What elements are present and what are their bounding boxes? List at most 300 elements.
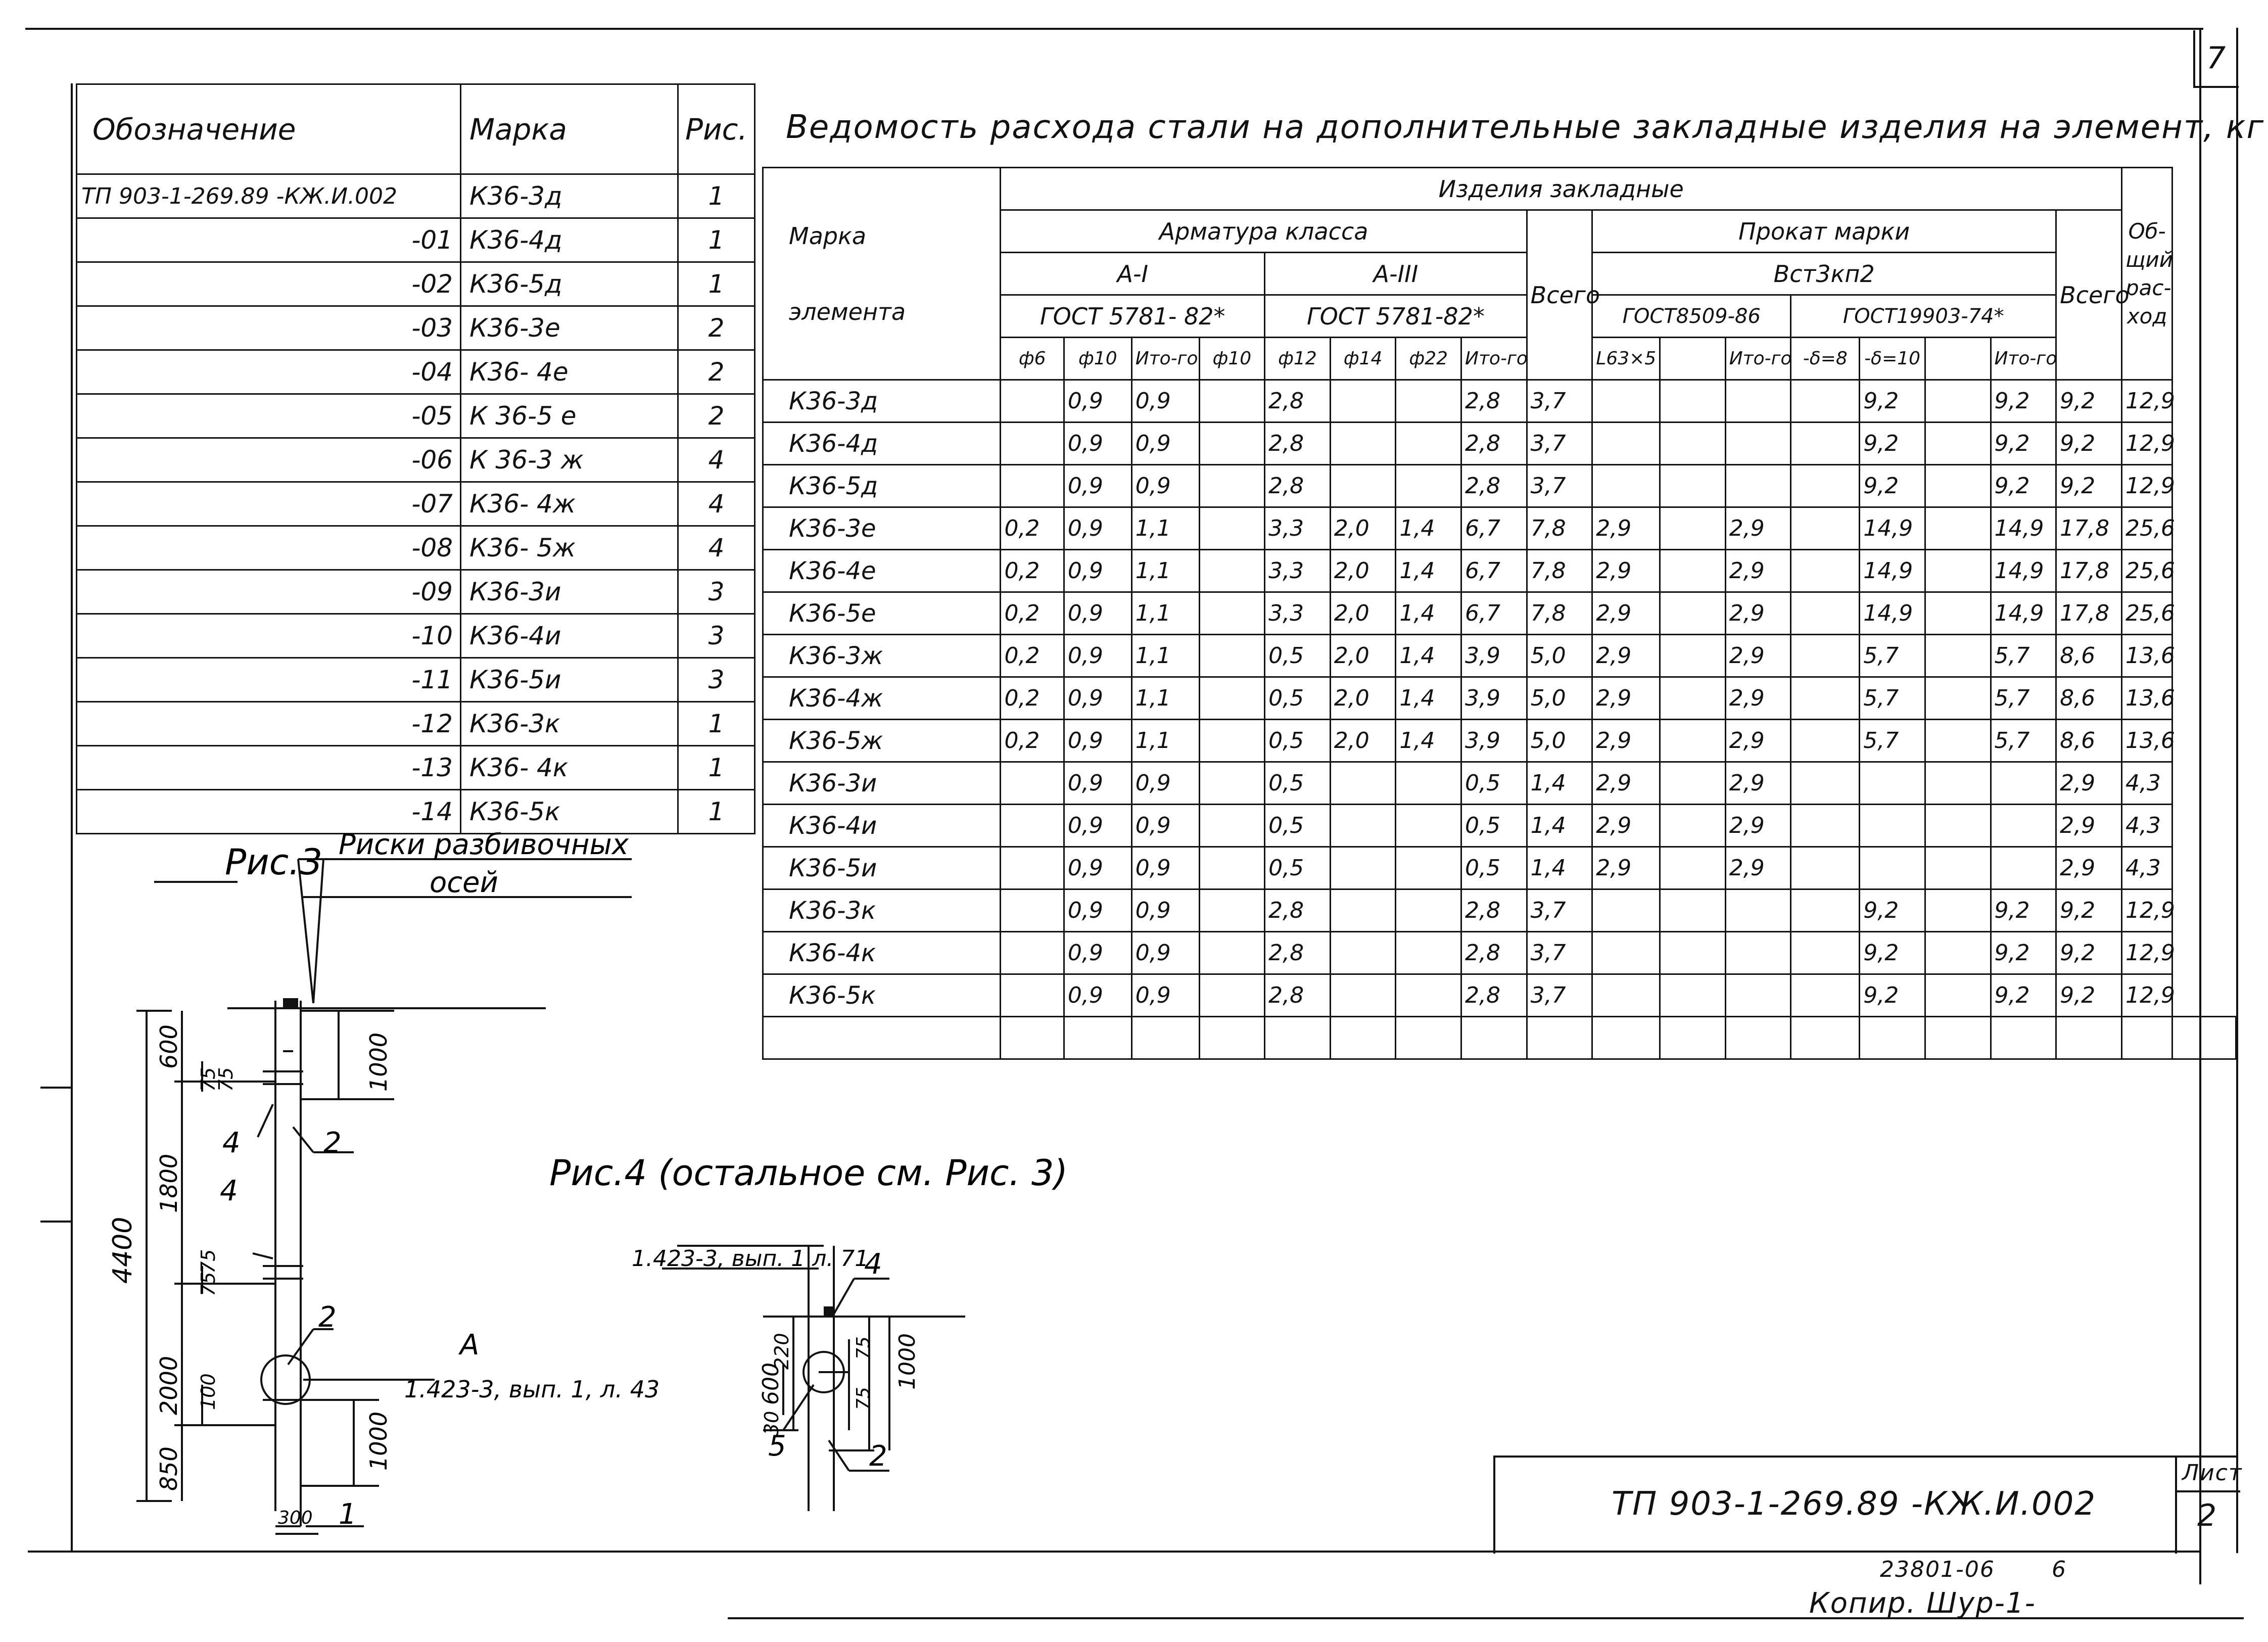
spec-row bbox=[77, 438, 755, 482]
steel-value-cell: 9,2 bbox=[2056, 974, 2122, 1017]
steel-value-cell: 0,9 bbox=[1064, 720, 1131, 762]
steel-element-mark: К36-4к bbox=[763, 932, 1001, 974]
fig3-dim-100: 100 bbox=[197, 1373, 219, 1410]
specification-table bbox=[76, 83, 755, 834]
steel-value-cell: 2,8 bbox=[1265, 380, 1331, 423]
spec-designation: -10 bbox=[77, 614, 461, 658]
steel-value-cell: 0,9 bbox=[1131, 465, 1199, 507]
sub-header-cell: -δ=10 bbox=[1860, 338, 1925, 380]
steel-empty-cell bbox=[1592, 1017, 1660, 1059]
steel-value-cell: 4,3 bbox=[2121, 762, 2172, 805]
steel-value-cell bbox=[1396, 847, 1461, 889]
sub-header-cell: Ито-го bbox=[1461, 338, 1527, 380]
fig3-dim-850: 850 bbox=[155, 1446, 182, 1491]
steel-value-cell bbox=[1925, 847, 1991, 889]
sub-header-cell: ф22 bbox=[1396, 338, 1461, 380]
steel-value-cell bbox=[1001, 847, 1064, 889]
steel-value-cell: 2,0 bbox=[1330, 550, 1396, 592]
spec-mark: К36- 4е bbox=[461, 350, 678, 394]
fig4-dim-30: 30 bbox=[761, 1411, 783, 1435]
steel-value-cell: 0,5 bbox=[1461, 847, 1527, 889]
steel-value-cell: 2,9 bbox=[1725, 677, 1791, 720]
steel-value-cell: 8,6 bbox=[2056, 720, 2122, 762]
spec-mark: К36- 4к bbox=[461, 746, 678, 790]
spec-row bbox=[77, 658, 755, 702]
steel-value-cell: 7,8 bbox=[1527, 550, 1592, 592]
spec-designation: -04 bbox=[77, 350, 461, 394]
steel-row bbox=[763, 805, 2236, 847]
steel-value-cell: 0,2 bbox=[1001, 677, 1064, 720]
sub-header-cell: L63×5 bbox=[1592, 338, 1660, 380]
title-block bbox=[1493, 1456, 2243, 1554]
steel-value-cell: 9,2 bbox=[1991, 380, 2056, 423]
steel-empty-cell bbox=[1330, 1017, 1396, 1059]
steel-value-cell bbox=[1660, 889, 1726, 932]
spec-row bbox=[77, 746, 755, 790]
steel-value-cell bbox=[1791, 805, 1860, 847]
header-pic: Рис. bbox=[678, 84, 755, 174]
steel-value-cell: 1,1 bbox=[1131, 507, 1199, 550]
steel-value-cell: 0,9 bbox=[1064, 592, 1131, 635]
steel-table-title: Ведомость расхода стали на дополнительные закладные изделия на элемент, кг bbox=[786, 109, 2265, 146]
steel-value-cell bbox=[1925, 932, 1991, 974]
steel-row bbox=[763, 677, 2236, 720]
spec-pic: 2 bbox=[678, 394, 755, 438]
steel-value-cell: 0,2 bbox=[1001, 635, 1064, 677]
steel-row bbox=[763, 932, 2236, 974]
steel-value-cell: 2,9 bbox=[1592, 550, 1660, 592]
fig3-dim-1800: 1800 bbox=[155, 1153, 182, 1213]
steel-value-cell bbox=[1396, 380, 1461, 423]
steel-value-cell: 2,8 bbox=[1461, 889, 1527, 932]
steel-row bbox=[763, 762, 2236, 805]
spec-designation: ТП 903-1-269.89 -КЖ.И.002 bbox=[77, 174, 461, 218]
steel-value-cell bbox=[1199, 592, 1265, 635]
steel-value-cell: 3,3 bbox=[1265, 550, 1331, 592]
fig3-note-1: Риски разбивочных bbox=[339, 828, 629, 861]
steel-value-cell: 2,0 bbox=[1330, 592, 1396, 635]
steel-empty-cell bbox=[1527, 1017, 1592, 1059]
steel-value-cell bbox=[1791, 507, 1860, 550]
spec-mark: К36-3д bbox=[461, 174, 678, 218]
steel-value-cell: 6,7 bbox=[1461, 550, 1527, 592]
steel-value-cell: 9,2 bbox=[1860, 889, 1925, 932]
sub-header-cell: Ито-го bbox=[1991, 338, 2056, 380]
steel-value-cell bbox=[1925, 677, 1991, 720]
steel-value-cell bbox=[1199, 465, 1265, 507]
steel-value-cell: 0,9 bbox=[1131, 847, 1199, 889]
steel-value-cell bbox=[1791, 847, 1860, 889]
steel-value-cell: 9,2 bbox=[2056, 380, 2122, 423]
header-element-mark bbox=[763, 168, 1001, 380]
steel-value-cell bbox=[1791, 974, 1860, 1017]
steel-element-mark: К36-3е bbox=[763, 507, 1001, 550]
steel-value-cell bbox=[1725, 889, 1791, 932]
steel-value-cell: 1,1 bbox=[1131, 677, 1199, 720]
steel-row bbox=[763, 974, 2236, 1017]
spec-pic: 1 bbox=[678, 746, 755, 790]
steel-value-cell: 8,6 bbox=[2056, 635, 2122, 677]
steel-value-cell: 9,2 bbox=[1860, 932, 1925, 974]
spec-row bbox=[77, 394, 755, 438]
steel-value-cell: 4,3 bbox=[2121, 805, 2172, 847]
steel-empty-cell bbox=[1265, 1017, 1331, 1059]
header-vst: Вст3кп2 bbox=[1592, 253, 2056, 295]
header-gost-2: ГОСТ 5781-82* bbox=[1265, 295, 1527, 338]
steel-value-cell bbox=[1199, 762, 1265, 805]
steel-value-cell bbox=[1925, 762, 1991, 805]
steel-value-cell bbox=[1396, 932, 1461, 974]
spec-pic: 4 bbox=[678, 482, 755, 526]
steel-element-mark: К36-5ж bbox=[763, 720, 1001, 762]
steel-value-cell: 2,9 bbox=[1725, 507, 1791, 550]
steel-value-cell bbox=[1660, 465, 1726, 507]
spec-designation: -02 bbox=[77, 262, 461, 306]
spec-mark: К36- 4ж bbox=[461, 482, 678, 526]
steel-value-cell: 2,9 bbox=[1725, 805, 1791, 847]
steel-value-cell bbox=[1199, 889, 1265, 932]
steel-value-cell: 2,9 bbox=[1725, 635, 1791, 677]
steel-value-cell: 1,4 bbox=[1396, 592, 1461, 635]
steel-value-cell: 1,1 bbox=[1131, 550, 1199, 592]
steel-value-cell: 14,9 bbox=[1860, 550, 1925, 592]
steel-value-cell: 0,5 bbox=[1265, 720, 1331, 762]
steel-element-mark: К36-5е bbox=[763, 592, 1001, 635]
steel-value-cell bbox=[1592, 423, 1660, 465]
steel-value-cell: 1,4 bbox=[1396, 507, 1461, 550]
steel-value-cell: 3,7 bbox=[1527, 423, 1592, 465]
steel-value-cell: 2,9 bbox=[2056, 805, 2122, 847]
sub-header-cell: Ито-го bbox=[1725, 338, 1791, 380]
steel-row bbox=[763, 380, 2236, 423]
spec-pic: 1 bbox=[678, 262, 755, 306]
sub-header-cell bbox=[1660, 338, 1726, 380]
steel-value-cell: 0,2 bbox=[1001, 507, 1064, 550]
header-designation: Обозначение bbox=[77, 84, 461, 174]
fig3-dim-300: 300 bbox=[278, 1508, 313, 1528]
steel-value-cell: 25,6 bbox=[2121, 550, 2172, 592]
steel-element-mark: К36-4и bbox=[763, 805, 1001, 847]
steel-value-cell: 2,9 bbox=[2056, 847, 2122, 889]
fig3-title: Рис.3 bbox=[225, 841, 322, 883]
sub-header-cell: ф10 bbox=[1064, 338, 1131, 380]
steel-value-cell: 5,7 bbox=[1860, 677, 1925, 720]
steel-value-cell bbox=[1330, 932, 1396, 974]
spec-pic: 3 bbox=[678, 570, 755, 614]
steel-value-cell bbox=[1925, 720, 1991, 762]
steel-value-cell: 2,9 bbox=[1592, 762, 1660, 805]
steel-value-cell: 0,9 bbox=[1064, 932, 1131, 974]
steel-value-cell: 0,9 bbox=[1064, 762, 1131, 805]
steel-value-cell: 2,9 bbox=[1592, 507, 1660, 550]
header-total-rolled: Всего bbox=[2056, 210, 2122, 380]
steel-value-cell: 0,9 bbox=[1131, 932, 1199, 974]
steel-value-cell: 2,9 bbox=[1725, 720, 1791, 762]
left-tick-1 bbox=[40, 1087, 72, 1089]
fig3-dim-75c: 75 bbox=[197, 1249, 219, 1274]
steel-value-cell: 5,7 bbox=[1991, 677, 2056, 720]
steel-value-cell: 7,8 bbox=[1527, 592, 1592, 635]
steel-value-cell bbox=[1660, 635, 1726, 677]
steel-value-cell: 8,6 bbox=[2056, 677, 2122, 720]
steel-row bbox=[763, 720, 2236, 762]
steel-value-cell bbox=[1330, 889, 1396, 932]
steel-value-cell: 0,9 bbox=[1064, 677, 1131, 720]
steel-value-cell: 0,9 bbox=[1064, 380, 1131, 423]
header-rolled: Прокат марки bbox=[1592, 210, 2056, 253]
steel-value-cell bbox=[1725, 465, 1791, 507]
steel-value-cell bbox=[1791, 762, 1860, 805]
steel-value-cell bbox=[1396, 762, 1461, 805]
steel-value-cell: 9,2 bbox=[1991, 889, 2056, 932]
header-mark: Марка bbox=[461, 84, 678, 174]
spec-pic: 3 bbox=[678, 614, 755, 658]
steel-value-cell: 5,0 bbox=[1527, 720, 1592, 762]
steel-empty-cell bbox=[1461, 1017, 1527, 1059]
steel-value-cell: 3,3 bbox=[1265, 507, 1331, 550]
steel-empty-cell bbox=[1860, 1017, 1925, 1059]
steel-value-cell: 5,0 bbox=[1527, 677, 1592, 720]
steel-value-cell: 25,6 bbox=[2121, 592, 2172, 635]
spec-row bbox=[77, 702, 755, 746]
steel-value-cell: 0,9 bbox=[1064, 507, 1131, 550]
steel-element-mark: К36-5и bbox=[763, 847, 1001, 889]
spec-pic: 1 bbox=[678, 702, 755, 746]
steel-consumption-table bbox=[762, 167, 2237, 1060]
steel-value-cell: 1,1 bbox=[1131, 592, 1199, 635]
steel-value-cell: 0,5 bbox=[1265, 847, 1331, 889]
steel-value-cell: 0,9 bbox=[1131, 889, 1199, 932]
steel-value-cell: 0,9 bbox=[1131, 974, 1199, 1017]
steel-value-cell: 3,7 bbox=[1527, 380, 1592, 423]
fig4-ref: 1.423-3, вып. 1 л. 71 bbox=[632, 1246, 869, 1272]
steel-empty-cell bbox=[1725, 1017, 1791, 1059]
steel-element-mark: К36-4д bbox=[763, 423, 1001, 465]
steel-value-cell bbox=[1001, 762, 1064, 805]
steel-value-cell: 1,4 bbox=[1396, 635, 1461, 677]
steel-value-cell: 0,2 bbox=[1001, 550, 1064, 592]
steel-value-cell: 0,5 bbox=[1265, 805, 1331, 847]
steel-value-cell bbox=[1396, 889, 1461, 932]
spec-row bbox=[77, 790, 755, 834]
steel-value-cell bbox=[1791, 677, 1860, 720]
fig3-pos-2b: 2 bbox=[318, 1301, 337, 1334]
steel-value-cell bbox=[1925, 889, 1991, 932]
steel-value-cell: 12,9 bbox=[2121, 465, 2172, 507]
top-sheet-number: 7 bbox=[2206, 40, 2227, 76]
steel-value-cell bbox=[1860, 847, 1925, 889]
fig3-pos-4b: 4 bbox=[220, 1175, 238, 1207]
fig3-dim-75d: 75 bbox=[197, 1272, 219, 1296]
steel-value-cell bbox=[1592, 974, 1660, 1017]
steel-value-cell: 2,0 bbox=[1330, 635, 1396, 677]
fig3-dim-75a: 75 bbox=[197, 1067, 219, 1092]
steel-empty-cell bbox=[1925, 1017, 1991, 1059]
steel-value-cell: 0,9 bbox=[1064, 465, 1131, 507]
steel-value-cell bbox=[1991, 847, 2056, 889]
steel-value-cell: 1,1 bbox=[1131, 635, 1199, 677]
steel-value-cell bbox=[1001, 889, 1064, 932]
spec-row bbox=[77, 350, 755, 394]
steel-value-cell: 9,2 bbox=[2056, 423, 2122, 465]
header-gost-3: ГОСТ8509-86 bbox=[1592, 295, 1791, 338]
steel-row bbox=[763, 889, 2236, 932]
steel-value-cell: 0,9 bbox=[1131, 805, 1199, 847]
steel-value-cell: 2,8 bbox=[1461, 974, 1527, 1017]
fig4-title: Рис.4 (остальное см. Рис. 3) bbox=[549, 1152, 1068, 1194]
spec-row bbox=[77, 482, 755, 526]
spec-pic: 3 bbox=[678, 658, 755, 702]
spec-row bbox=[77, 306, 755, 350]
steel-value-cell bbox=[1660, 423, 1726, 465]
steel-value-cell: 14,9 bbox=[1991, 550, 2056, 592]
steel-value-cell: 6,7 bbox=[1461, 592, 1527, 635]
steel-value-cell: 2,9 bbox=[1725, 550, 1791, 592]
steel-value-cell bbox=[1330, 423, 1396, 465]
steel-value-cell: 2,9 bbox=[1725, 592, 1791, 635]
steel-value-cell: 3,9 bbox=[1461, 635, 1527, 677]
steel-value-cell bbox=[1330, 465, 1396, 507]
steel-value-cell: 2,9 bbox=[1592, 720, 1660, 762]
steel-value-cell bbox=[1725, 974, 1791, 1017]
steel-value-cell: 13,6 bbox=[2121, 635, 2172, 677]
steel-value-cell: 9,2 bbox=[2056, 932, 2122, 974]
steel-value-cell: 2,8 bbox=[1461, 932, 1527, 974]
left-tick-2 bbox=[40, 1221, 72, 1223]
steel-empty-cell bbox=[2172, 1017, 2236, 1059]
steel-value-cell bbox=[1660, 805, 1726, 847]
steel-value-cell bbox=[1925, 423, 1991, 465]
steel-empty-cell bbox=[1396, 1017, 1461, 1059]
steel-value-cell: 2,9 bbox=[1592, 635, 1660, 677]
steel-element-mark: К36-4е bbox=[763, 550, 1001, 592]
drawing-number-suffix: 6 bbox=[2052, 1557, 2067, 1582]
steel-value-cell bbox=[1725, 423, 1791, 465]
steel-value-cell bbox=[1991, 762, 2056, 805]
spec-designation: -11 bbox=[77, 658, 461, 702]
steel-value-cell bbox=[1396, 465, 1461, 507]
steel-value-cell bbox=[1791, 635, 1860, 677]
steel-value-cell: 3,7 bbox=[1527, 974, 1592, 1017]
header-gost-1: ГОСТ 5781- 82* bbox=[1001, 295, 1265, 338]
steel-value-cell: 2,0 bbox=[1330, 720, 1396, 762]
header-gost-4: ГОСТ19903-74* bbox=[1791, 295, 2056, 338]
steel-value-cell: 2,8 bbox=[1265, 423, 1331, 465]
spec-pic: 1 bbox=[678, 174, 755, 218]
steel-value-cell: 17,8 bbox=[2056, 507, 2122, 550]
steel-value-cell: 14,9 bbox=[1860, 592, 1925, 635]
steel-element-mark: К36-5д bbox=[763, 465, 1001, 507]
steel-value-cell: 2,9 bbox=[1592, 847, 1660, 889]
steel-value-cell: 14,9 bbox=[1860, 507, 1925, 550]
steel-value-cell: 9,2 bbox=[2056, 889, 2122, 932]
fig3-node-A: А bbox=[460, 1329, 480, 1362]
steel-element-mark: К36-3ж bbox=[763, 635, 1001, 677]
steel-value-cell bbox=[1199, 720, 1265, 762]
spec-designation: -05 bbox=[77, 394, 461, 438]
steel-value-cell bbox=[1396, 423, 1461, 465]
steel-value-cell bbox=[1592, 380, 1660, 423]
spec-designation: -13 bbox=[77, 746, 461, 790]
header-armature: Арматура класса bbox=[1001, 210, 1527, 253]
steel-value-cell: 0,9 bbox=[1131, 380, 1199, 423]
steel-value-cell: 0,9 bbox=[1131, 762, 1199, 805]
spec-designation: -09 bbox=[77, 570, 461, 614]
sub-header-cell bbox=[1925, 338, 1991, 380]
steel-value-cell: 9,2 bbox=[1991, 932, 2056, 974]
steel-value-cell bbox=[1660, 974, 1726, 1017]
steel-value-cell: 1,4 bbox=[1396, 720, 1461, 762]
steel-value-cell bbox=[1791, 380, 1860, 423]
fig4-dim-75b: 75 bbox=[853, 1387, 874, 1410]
fig3-pos-1: 1 bbox=[339, 1498, 357, 1531]
steel-value-cell: 0,2 bbox=[1001, 720, 1064, 762]
steel-empty-cell bbox=[1064, 1017, 1131, 1059]
steel-value-cell: 0,9 bbox=[1131, 423, 1199, 465]
steel-value-cell bbox=[1001, 380, 1064, 423]
header-element-mark-1: Марка bbox=[789, 222, 867, 250]
steel-value-cell bbox=[1925, 507, 1991, 550]
steel-value-cell: 5,7 bbox=[1991, 635, 2056, 677]
steel-value-cell bbox=[1199, 507, 1265, 550]
steel-value-cell: 0,9 bbox=[1064, 847, 1131, 889]
steel-value-cell bbox=[1791, 550, 1860, 592]
steel-value-cell: 9,2 bbox=[1860, 465, 1925, 507]
fig4-pos-4: 4 bbox=[864, 1248, 882, 1281]
fig4-dim-75a: 75 bbox=[853, 1336, 874, 1359]
spec-header-row bbox=[77, 84, 755, 174]
fig3-pos-2a: 2 bbox=[323, 1127, 342, 1159]
steel-value-cell: 2,8 bbox=[1265, 932, 1331, 974]
steel-element-mark: К36-4ж bbox=[763, 677, 1001, 720]
steel-value-cell: 13,6 bbox=[2121, 720, 2172, 762]
steel-value-cell: 3,9 bbox=[1461, 677, 1527, 720]
steel-value-cell bbox=[1330, 762, 1396, 805]
steel-value-cell: 4,3 bbox=[2121, 847, 2172, 889]
steel-value-cell: 0,9 bbox=[1064, 889, 1131, 932]
fig3-dim-1000b: 1000 bbox=[365, 1411, 392, 1471]
spec-row bbox=[77, 570, 755, 614]
steel-value-cell: 17,8 bbox=[2056, 550, 2122, 592]
fig4-pos-2: 2 bbox=[869, 1440, 887, 1473]
steel-element-mark: К36-3и bbox=[763, 762, 1001, 805]
steel-value-cell bbox=[1199, 974, 1265, 1017]
fig3-ref: 1.423-3, вып. 1, л. 43 bbox=[404, 1376, 660, 1403]
steel-value-cell bbox=[1199, 423, 1265, 465]
steel-value-cell: 9,2 bbox=[2056, 465, 2122, 507]
steel-value-cell: 3,7 bbox=[1527, 465, 1592, 507]
steel-value-cell: 0,5 bbox=[1265, 762, 1331, 805]
fig3-dim-2000: 2000 bbox=[155, 1355, 182, 1415]
steel-row bbox=[763, 507, 2236, 550]
spec-mark: К36-3к bbox=[461, 702, 678, 746]
sub-header-cell: ф10 bbox=[1199, 338, 1265, 380]
spec-designation: -14 bbox=[77, 790, 461, 834]
steel-value-cell bbox=[1660, 932, 1726, 974]
spec-mark: К36-5д bbox=[461, 262, 678, 306]
steel-value-cell bbox=[1925, 380, 1991, 423]
steel-value-cell bbox=[1199, 677, 1265, 720]
steel-value-cell: 1,4 bbox=[1527, 847, 1592, 889]
steel-value-cell: 3,7 bbox=[1527, 889, 1592, 932]
steel-value-cell: 25,6 bbox=[2121, 507, 2172, 550]
header-class-a3: А-III bbox=[1265, 253, 1527, 295]
steel-value-cell bbox=[1925, 974, 1991, 1017]
steel-value-cell bbox=[1001, 805, 1064, 847]
fig4-dim-600: 600 bbox=[758, 1363, 784, 1405]
steel-row bbox=[763, 635, 2236, 677]
spec-designation: -12 bbox=[77, 702, 461, 746]
